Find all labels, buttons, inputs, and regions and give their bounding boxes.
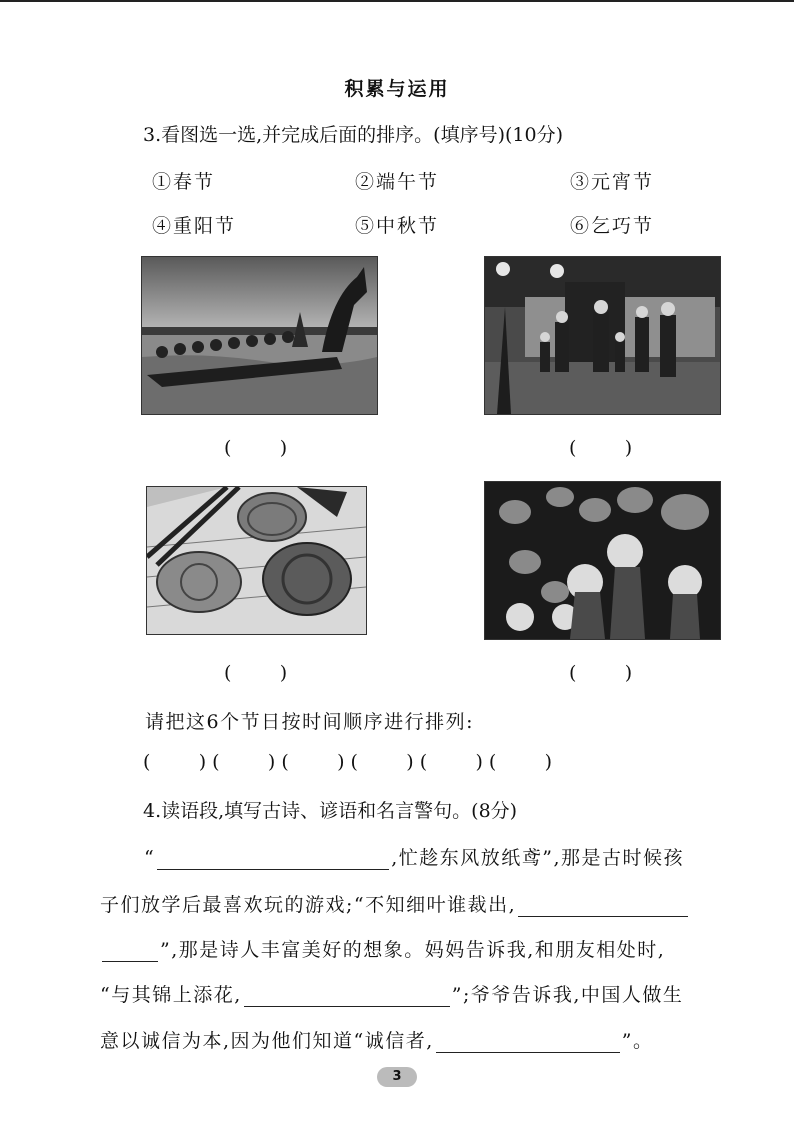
option-6: ⑥乞巧节: [570, 215, 655, 237]
passage-text: “: [144, 847, 156, 869]
passage-text: ,忙趁东风放纸鸢”,那是古时候孩: [391, 847, 685, 869]
passage-line-1: [144, 843, 684, 870]
question-3-prompt: 3.看图选一选,并完成后面的排序。(填序号)(10分): [143, 124, 563, 146]
fill-blank-4[interactable]: [436, 1032, 620, 1053]
top-border-line: [0, 0, 794, 2]
passage-line-2: [100, 890, 690, 917]
passage-text: ”;爷爷告诉我,中国人做生: [451, 984, 684, 1006]
mooncakes-image: [146, 486, 367, 635]
fill-blank-3[interactable]: [244, 986, 450, 1007]
passage-text: “与其锦上添花,: [100, 984, 242, 1006]
fill-blank-1[interactable]: [157, 849, 389, 870]
page-number: 3: [377, 1067, 417, 1087]
option-5: ⑤中秋节: [355, 215, 440, 237]
passage-text: 子们放学后最喜欢玩的游戏;“不知细叶谁裁出,: [100, 894, 517, 916]
passage-line-4: [100, 980, 683, 1007]
dragon-boat-race-image: [141, 256, 378, 415]
option-3: ③元宵节: [570, 171, 655, 193]
fill-blank-2[interactable]: [518, 896, 688, 917]
passage-line-3: [100, 935, 665, 962]
answer-paren-2: ( ): [569, 437, 633, 459]
option-4: ④重阳节: [152, 215, 237, 237]
section-title: 积累与运用: [344, 78, 450, 100]
passage-line-5: [100, 1026, 654, 1053]
order-prompt: 请把这6个节日按时间顺序进行排列:: [145, 711, 474, 733]
option-2: ②端午节: [355, 171, 440, 193]
question-4-prompt: 4.读语段,填写古诗、谚语和名言警句。(8分): [143, 800, 518, 822]
lantern-festival-image: [484, 481, 721, 640]
answer-paren-1: ( ): [224, 437, 288, 459]
passage-text: 意以诚信为本,因为他们知道“诚信者,: [100, 1030, 434, 1052]
passage-text: ”。: [621, 1030, 654, 1052]
passage-text: ”,那是诗人丰富美好的想象。妈妈告诉我,和朋友相处时,: [160, 939, 666, 961]
answer-paren-3: ( ): [224, 662, 288, 684]
order-answer-parens: ( ) ( ) ( ) ( ) ( ) ( ): [143, 751, 553, 773]
fill-blank-2-continued[interactable]: [102, 941, 158, 962]
answer-paren-4: ( ): [569, 662, 633, 684]
option-1: ①春节: [152, 171, 216, 193]
family-gathering-image: [484, 256, 721, 415]
